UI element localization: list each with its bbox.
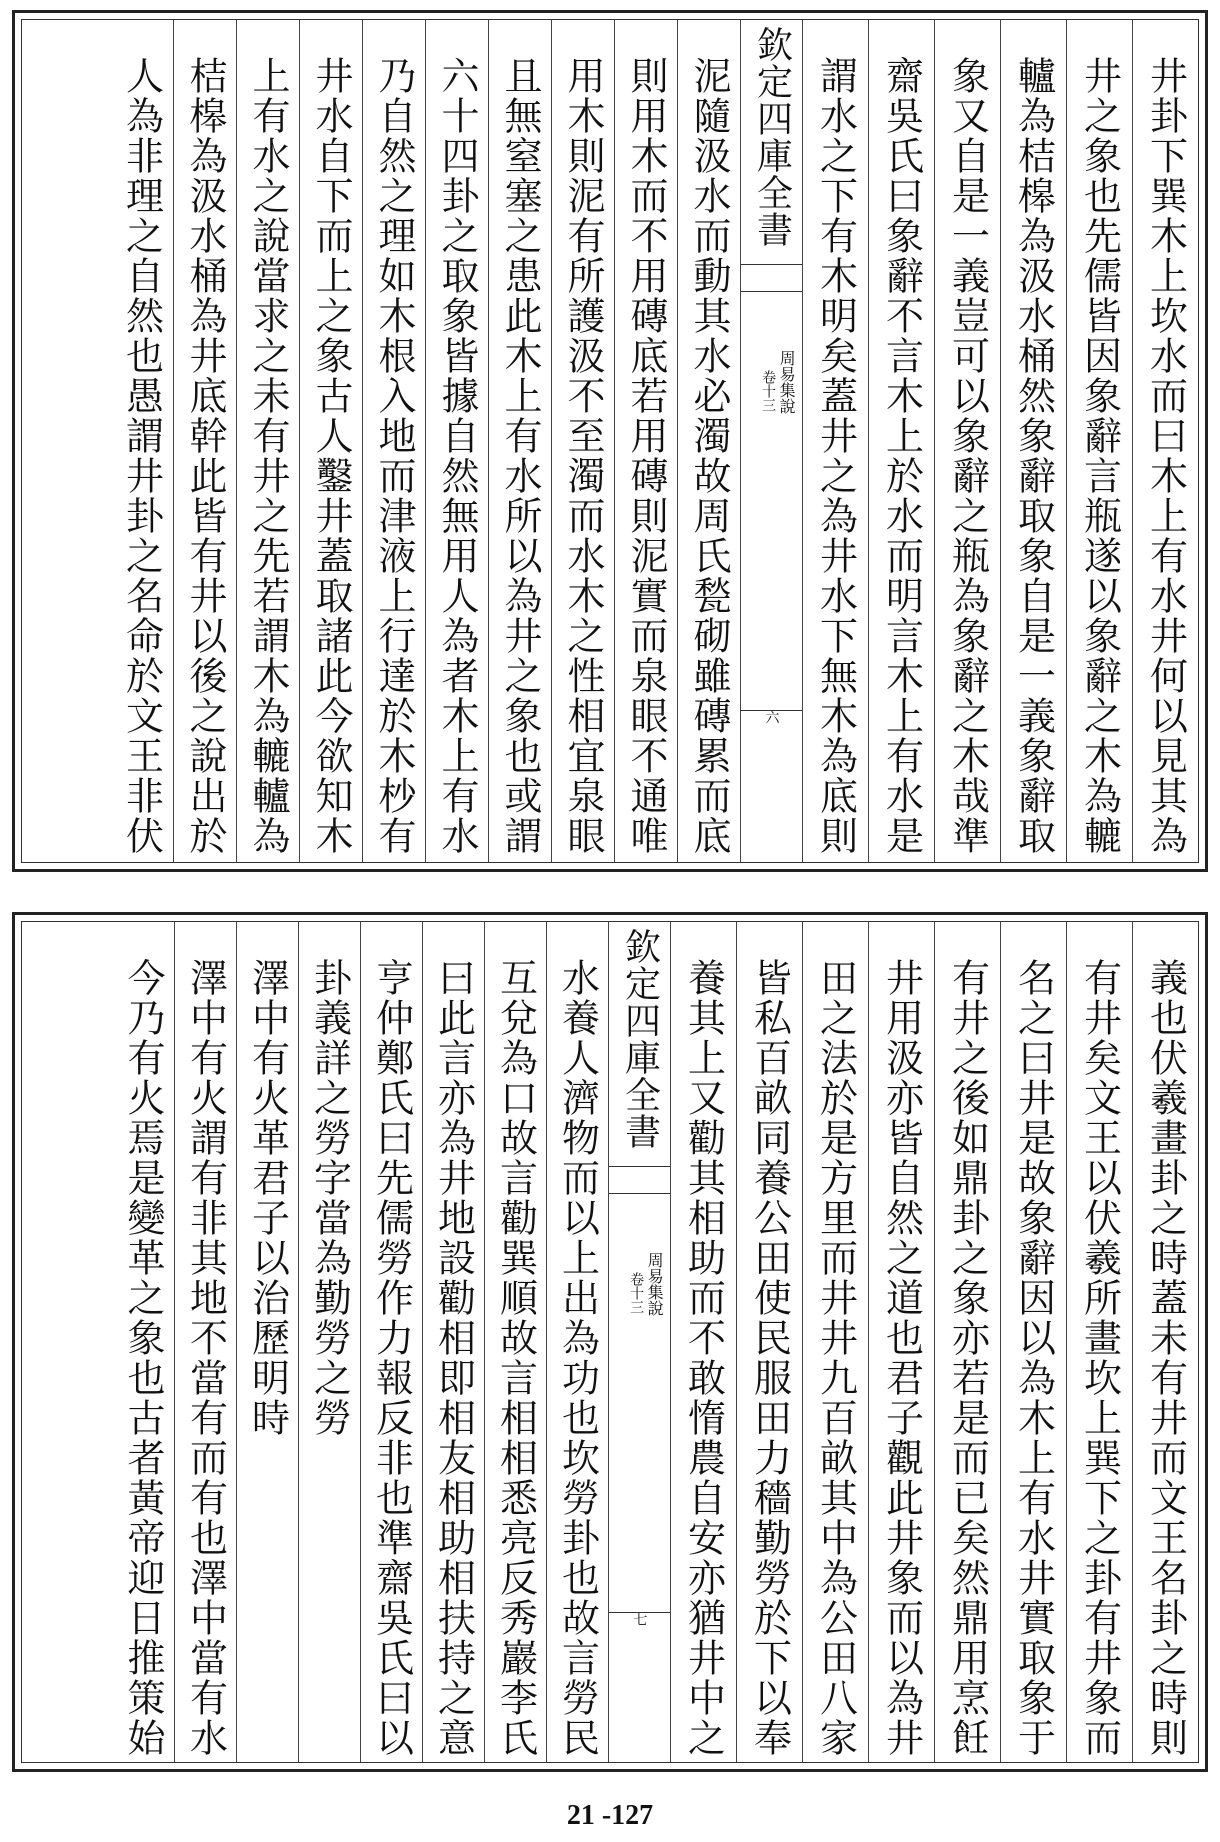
column-text: 齋吳氏曰象辭不言木上於水而明言木上有水是 <box>879 56 924 856</box>
page-frame <box>21 19 1199 863</box>
column-text: 六十四卦之取象皆據自然無用人為者木上有水 <box>435 56 479 856</box>
column-text: 有井矣文王以伏羲所畫坎上巽下之卦有井象而 <box>1077 958 1122 1758</box>
column-text: 皆私百畝同養公田使民服田力穡勤勞於下以奉 <box>747 958 792 1758</box>
column-text: 養其上又勸其相助而不敢惰農自安亦猶井中之 <box>681 958 726 1758</box>
text-column <box>110 20 173 862</box>
center-spine <box>740 20 802 862</box>
spine-page-number: 六 <box>763 710 780 724</box>
page-number-footer: 21 -127 <box>566 1800 654 1831</box>
text-column <box>1000 922 1066 1762</box>
text-column <box>802 20 868 862</box>
column-text: 田之法於是方里而井井九百畝其中為公田八家 <box>813 958 858 1758</box>
spine-book-title: 周易集說 <box>777 350 797 414</box>
spine-title: 欽定四庫全書 <box>751 26 793 248</box>
column-text: 亨仲鄭氏曰先儒勞作力報反非也準齋吳氏曰以 <box>369 958 414 1758</box>
column-text: 人為非理之自然也愚謂井卦之名命於文王非伏 <box>119 56 164 856</box>
text-column <box>1000 20 1066 862</box>
text-column <box>488 20 551 862</box>
column-text: 桔槔為汲水桶為井底幹此皆有井以後之說出於 <box>183 56 227 856</box>
text-column <box>1066 922 1132 1762</box>
text-column <box>425 20 488 862</box>
column-text: 井水自下而上之象古人鑿井蓋取諸此今欲知木 <box>309 56 353 856</box>
center-spine <box>608 922 670 1762</box>
column-text: 則用木而不用磚底若用磚則泥實而泉眼不通唯 <box>624 56 668 856</box>
column-text: 澤中有火革君子以治歷明時 <box>245 958 290 1438</box>
spine-page-number: 七 <box>631 1612 648 1626</box>
fish-tail-mark <box>741 264 802 292</box>
text-column <box>1066 20 1132 862</box>
column-text: 今乃有火焉是變革之象也古者黃帝迎日推策始 <box>121 958 165 1758</box>
spine-juan: 卷十三 <box>628 1272 645 1314</box>
text-column <box>614 20 677 862</box>
text-column <box>802 922 868 1762</box>
column-row <box>22 20 1198 862</box>
column-text: 且無窒塞之患此木上有水所以為井之象也或謂 <box>498 56 542 856</box>
text-column <box>868 20 934 862</box>
column-text: 上有水之說當求之未有井之先若謂木為轆轤為 <box>246 56 290 856</box>
text-column <box>298 922 360 1762</box>
page-top <box>12 10 1208 872</box>
text-column <box>484 922 546 1762</box>
text-column <box>236 922 298 1762</box>
text-column <box>736 922 802 1762</box>
text-column <box>546 922 608 1762</box>
fish-tail-mark <box>609 1612 670 1625</box>
text-column <box>299 20 362 862</box>
column-text: 井用汲亦皆自然之道也君子觀此井象而以為井 <box>879 958 924 1758</box>
text-column <box>174 922 236 1762</box>
text-column <box>422 922 484 1762</box>
text-column <box>670 922 736 1762</box>
text-column <box>362 20 425 862</box>
spine-juan: 卷十三 <box>760 370 777 412</box>
spine-title: 欽定四庫全書 <box>619 928 661 1150</box>
text-column <box>934 922 1000 1762</box>
column-text: 用木則泥有所護汲不至濁而水木之性相宜泉眼 <box>561 56 605 856</box>
column-row <box>22 922 1198 1762</box>
column-text: 澤中有火謂有非其地不當有而有也澤中當有水 <box>183 958 228 1758</box>
text-column <box>173 20 236 862</box>
text-column <box>112 922 174 1762</box>
page-bottom <box>12 912 1208 1772</box>
text-column <box>1132 922 1198 1762</box>
column-text: 名之曰井是故象辭因以為木上有水井實取象于 <box>1011 958 1056 1758</box>
column-text: 互兌為口故言勸巽順故言相相悉亮反秀巖李氏 <box>493 958 538 1758</box>
column-text: 象又自是一義豈可以象辭之瓶為象辭之木哉準 <box>945 56 990 856</box>
text-column <box>868 922 934 1762</box>
column-text: 義也伏羲畫卦之時蓋未有井而文王名卦之時則 <box>1143 958 1188 1758</box>
text-column <box>1132 20 1198 862</box>
fish-tail-mark <box>741 710 802 723</box>
text-column <box>236 20 299 862</box>
column-text: 井卦下巽木上坎水而曰木上有水井何以見其為 <box>1143 56 1188 856</box>
column-text: 謂水之下有木明矣蓋井之為井水下無木為底則 <box>813 56 858 856</box>
fish-tail-mark <box>609 1166 670 1194</box>
column-text: 泥隨汲水而動其水必濁故周氏甃砌雖磚累而底 <box>687 56 731 856</box>
column-text: 轤為桔槔為汲水桶然象辭取象自是一義象辭取 <box>1011 56 1056 856</box>
column-text: 卦義詳之勞字當為勤勞之勞 <box>307 958 352 1438</box>
column-text: 井之象也先儒皆因象辭言瓶遂以象辭之木為轆 <box>1077 56 1122 856</box>
text-column <box>677 20 740 862</box>
text-column <box>551 20 614 862</box>
text-column <box>360 922 422 1762</box>
text-column <box>934 20 1000 862</box>
spine-book-title: 周易集說 <box>645 1252 665 1316</box>
page-frame <box>21 921 1199 1763</box>
column-text: 有井之後如鼎卦之象亦若是而已矣然鼎用烹飪 <box>945 958 990 1758</box>
column-text: 水養人濟物而以上出為功也坎勞卦也故言勞民 <box>555 958 600 1758</box>
column-text: 曰此言亦為井地設勸相即相友相助相扶持之意 <box>431 958 476 1758</box>
column-text: 乃自然之理如木根入地而津液上行達於木杪有 <box>372 56 416 856</box>
